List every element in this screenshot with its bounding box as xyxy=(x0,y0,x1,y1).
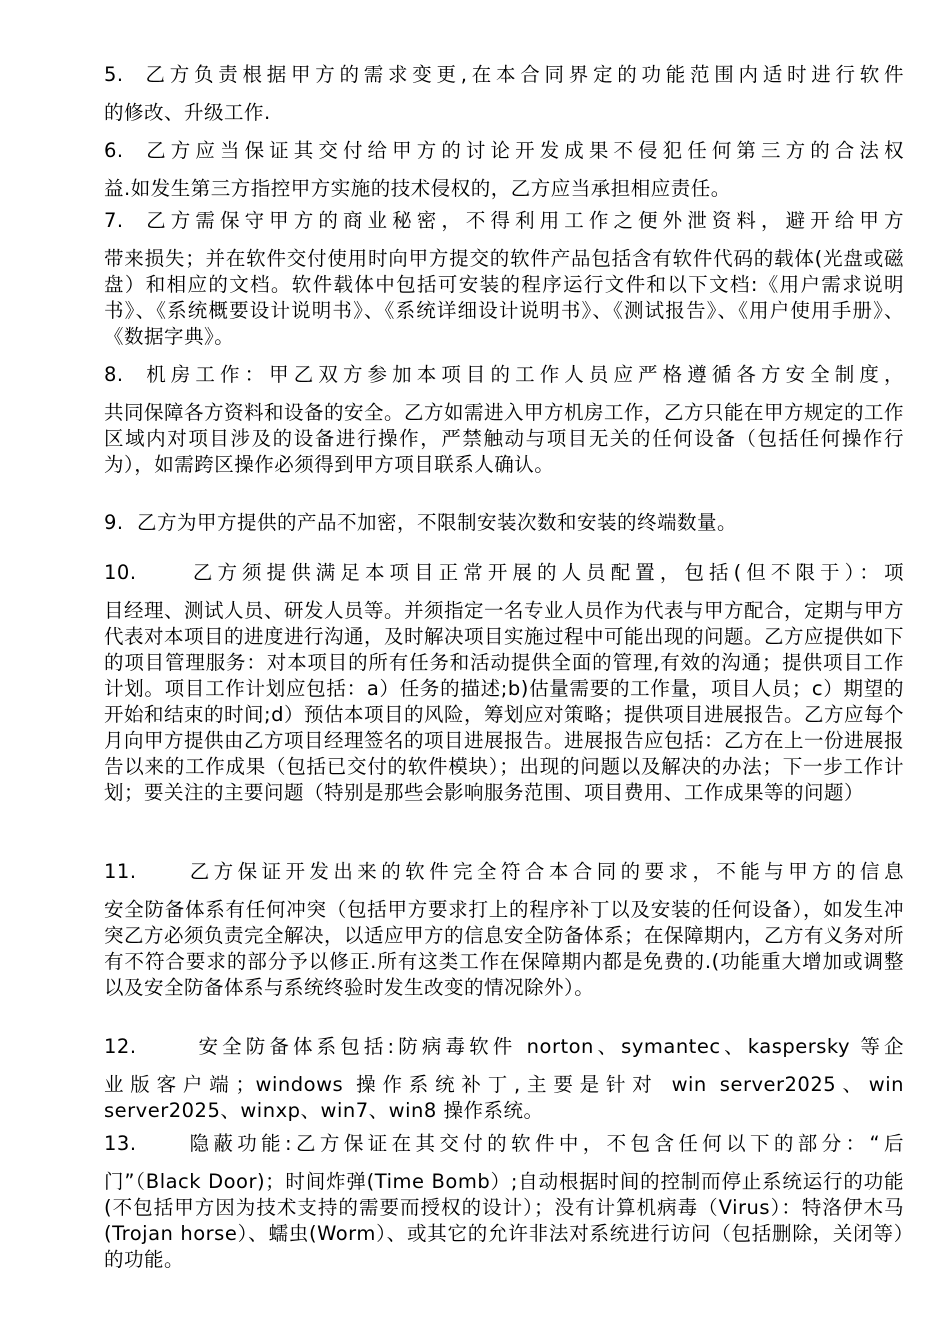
clause-6 xyxy=(104,138,904,202)
clause-text: 业版客户端；windows 操作系统补丁,主要是针对 win server2025、win server2025、winxp、win7、win8 操作系统。 xyxy=(104,1073,904,1122)
clause-number: 6. xyxy=(104,139,124,162)
clause-13 xyxy=(104,1131,904,1273)
clause-10 xyxy=(104,560,904,806)
clause-number: 8. xyxy=(104,363,124,386)
clause-text-first-line: 乙方负责根据甲方的需求变更,在本合同界定的功能范围内适时进行软件 xyxy=(145,63,904,86)
clause-text-first-line: 乙方须提供满足本项目正常开展的人员配置，包括(但不限于）：项 xyxy=(192,561,905,584)
clause-number: 13. xyxy=(104,1132,137,1155)
clause-5 xyxy=(104,62,904,126)
clause-text-first-line: 乙方保证开发出来的软件完全符合本合同的要求，不能与甲方的信息 xyxy=(189,860,904,883)
clause-number: 10. xyxy=(104,561,137,584)
clause-text: 门”（Black Door)；时间炸弹(Time Bomb）;自动根据时间的控制而停止系统运行的功能(不包括甲方因为技术支持的需要而授权的设计）；没有计算机病毒（Virus）：特洛伊木马(Trojan horse）、蠕虫(Worm）、或其它的允许非法对系统进行访问（包括删除，关闭等）的功能。 xyxy=(104,1170,904,1271)
clause-text: 目经理、测试人员、研发人员等。并须指定一名专业人员作为代表与甲方配合，定期与甲方代表对本项目的进度进行沟通，及时解决项目实施过程中可能出现的问题。乙方应提供如下的项目管理服务：对本项目的所有任务和活动提供全面的管理,有效的沟通；提供项目工作计划。项目工作计划应包括：a）任务的描述;b)估量需要的工作量，项目人员；c）期望的开始和结束的时间;d）预估本项目的风险，筹划应对策略；提供项目进展报告。乙方应每个月向甲方提供由乙方项目经理签名的项目进展报告。进展报告应包括：乙方在上一份进展报告以来的工作成果（包括已交付的软件模块）；出现的问题以及解决的办法；下一步工作计划；要关注的主要问题（特别是那些会影响服务范围、项目费用、工作成果等的问题） xyxy=(104,599,905,804)
clause-number: 5. xyxy=(104,63,124,86)
clause-text-first-line: 隐蔽功能:乙方保证在其交付的软件中，不包含任何以下的部分：“后 xyxy=(189,1132,904,1155)
clause-text-first-line: 乙方需保守甲方的商业秘密，不得利用工作之便外泄资料，避开给甲方 xyxy=(146,209,904,232)
clause-text-first-line: 乙方为甲方提供的产品不加密，不限制安装次数和安装的终端数量。 xyxy=(137,511,738,534)
clause-text-first-line: 乙方应当保证其交付给甲方的讨论开发成果不侵犯任何第三方的合法权 xyxy=(146,139,904,162)
clause-11 xyxy=(104,859,904,1001)
clause-text: 的修改、升级工作. xyxy=(104,101,271,124)
clause-text-first-line: 安全防备体系包括:防病毒软件 norton、symantec、kaspersky 等企 xyxy=(198,1035,904,1058)
clause-9 xyxy=(104,510,904,536)
clause-text: 带来损失；并在软件交付使用时向甲方提交的软件产品包括含有软件代码的载体(光盘或磁盘）和相应的文档。软件载体中包括可安装的程序运行文件和以下文档:《用户需求说明书》、《系统概要设计说明书》、《系统详细设计说明书》、《测试报告》、《用户使用手册》、《数据字典》。 xyxy=(104,247,904,348)
clause-8 xyxy=(104,362,904,478)
clause-12 xyxy=(104,1034,904,1124)
clause-text: 共同保障各方资料和设备的安全。乙方如需进入甲方机房工作，乙方只能在甲方规定的工作区域内对项目涉及的设备进行操作，严禁触动与项目无关的任何设备（包括任何操作行为），如需跨区操作必须得到甲方项目联系人确认。 xyxy=(104,401,905,476)
clause-number: 11. xyxy=(104,860,137,883)
clause-number: 12. xyxy=(104,1035,137,1058)
clause-text: 安全防备体系有任何冲突（包括甲方要求打上的程序补丁以及安装的任何设备），如发生冲突乙方必须负责完全解决，以适应甲方的信息安全防备体系；在保障期内，乙方有义务对所有不符合要求的部分予以修正.所有这类工作在保障期内都是免费的.(功能重大增加或调整以及安全防备体系与系统终验时发生改变的情况除外）。 xyxy=(104,898,905,999)
clause-number: 7. xyxy=(104,209,124,232)
clause-text: 益.如发生第三方指控甲方实施的技术侵权的，乙方应当承担相应责任。 xyxy=(104,177,731,200)
clause-7 xyxy=(104,208,904,350)
clause-number: 9. xyxy=(104,511,124,534)
clause-text-first-line: 机房工作：甲乙双方参加本项目的工作人员应严格遵循各方安全制度， xyxy=(146,363,904,386)
